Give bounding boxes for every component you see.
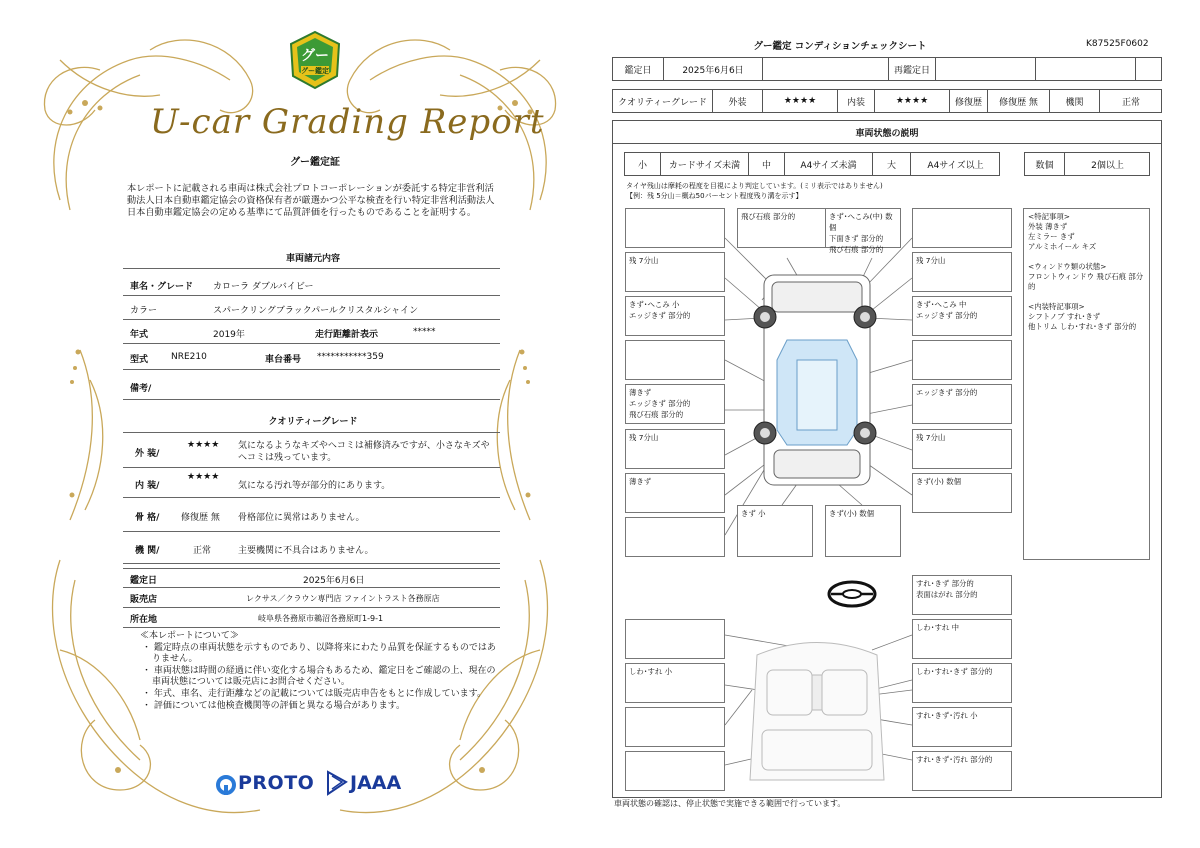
- ext-box-right-quarter: きず(小) 数個: [912, 473, 1012, 513]
- date-table: [612, 57, 1162, 81]
- remarks-label: 備考/: [130, 384, 152, 394]
- date-row: [123, 568, 500, 588]
- interior-notes-title: <内装特記事項>: [1028, 302, 1085, 311]
- dealer-value: レクサス／クラウン専門店 ファイントラスト各務原店: [246, 594, 440, 603]
- sheet-date-value: 2025年6月6日: [664, 58, 763, 80]
- q-engine-grade: 正常: [193, 546, 212, 556]
- section-title: 車両状態の説明: [855, 129, 919, 139]
- legend-large: 大: [873, 153, 911, 175]
- quality-top-rule: [123, 432, 500, 433]
- tire-note-1: タイヤ残山は摩耗の程度を目視により判定しています。(ミリ表示ではありません): [626, 182, 883, 190]
- spec-heading: 車両諸元内容: [285, 254, 340, 264]
- ext-box-right-door-rear: エッジきず 部分的: [912, 384, 1012, 424]
- chassis-value: ***********359: [317, 352, 384, 362]
- panel-title-rule: [612, 143, 1162, 144]
- ext-box-front-left: 飛び石痕 部分的: [737, 208, 837, 248]
- goo-kantei-badge: [287, 30, 343, 90]
- reinspect-value: [936, 58, 1036, 80]
- ext-box-left-door-front: [625, 340, 725, 380]
- special-notes-box: [1023, 208, 1150, 560]
- color-value: スパークリングブラックパールクリスタルシャイン: [213, 306, 419, 316]
- tire-note-2: 【例：残 5分山＝概ね50パーセント程度残り溝を示す】: [626, 192, 803, 200]
- jaaa-logo-icon: [326, 770, 348, 796]
- ext-box-left-door-rear: 薄きず エッジきず 部分的 飛び石痕 部分的: [625, 384, 725, 424]
- legend-small: 小: [625, 153, 661, 175]
- count-legend: [1024, 152, 1150, 176]
- year-value: 2019年: [213, 330, 245, 340]
- int-box-steering: すれ･きず 部分的 表面はがれ 部分的: [912, 575, 1012, 615]
- engine-value: 正常: [1121, 97, 1140, 108]
- ext-box-rear-left: きず 小: [737, 505, 813, 557]
- certificate-heading: グー鑑定証: [290, 157, 340, 168]
- quality-row-exterior: [123, 434, 500, 468]
- spec-top-rule: [123, 268, 500, 269]
- window-note: フロントウィンドウ 飛び石痕 部分的: [1028, 272, 1144, 291]
- ext-box-front-left-corner: [625, 208, 725, 248]
- sheet-footer: 車両状態の確認は、停止状態で実施できる範囲で行っています。: [614, 799, 846, 808]
- model-label: 型式: [130, 355, 149, 365]
- certificate-body: 本レポートに記載される車両は株式会社プロトコーポレーションが委託する特定非営利活動法人日本自動車鑑定協会の資格保有者が厳選かつ公平な検査を行い特定非営利活動法人日本自動車鑑定協会の定める基準にて品質評価を行ったものであることを証明する。: [127, 183, 495, 218]
- special-note: 外装 薄きず: [1028, 222, 1068, 231]
- ext-box-left-quarter: 薄きず: [625, 473, 725, 513]
- mileage-label: 走行距離計表示: [315, 330, 379, 340]
- address-row: [123, 608, 500, 628]
- spec-row-year: [123, 322, 500, 344]
- int-value: ★★★★: [875, 90, 950, 112]
- special-note: 左ミラー きず: [1028, 232, 1075, 241]
- sheet-date-label: 鑑定日: [613, 58, 664, 80]
- spec-row-model: [123, 346, 500, 370]
- sheet-code: K87525F0602: [1086, 39, 1149, 49]
- quality-heading: クオリティーグレード: [268, 417, 358, 427]
- q-engine-text: 主要機関に不具合はありません。: [238, 546, 374, 556]
- report-script-title: U-car Grading Report: [150, 102, 545, 142]
- q-frame-grade: 修復歴 無: [181, 513, 220, 523]
- q-int-grade: ★★★★: [187, 472, 220, 482]
- special-note: アルミホイール キズ: [1028, 242, 1097, 251]
- report-notes: [140, 631, 500, 712]
- legend-medium-desc: A4サイズ未満: [785, 153, 873, 175]
- q-engine-label: 機 関/: [135, 546, 160, 556]
- legend-count-desc: 2個以上: [1091, 160, 1124, 171]
- mileage-value: *****: [413, 327, 436, 337]
- ext-box-rear-right: きず(小) 数個: [825, 505, 901, 557]
- date-label: 鑑定日: [130, 576, 158, 586]
- legend-count: 数個: [1025, 153, 1065, 175]
- date-value: 2025年6月6日: [303, 576, 365, 586]
- int-box-center-left: [625, 707, 725, 747]
- int-box-rear-right: すれ･きず･汚れ 部分的: [912, 751, 1012, 791]
- q-int-label: 内 装/: [135, 481, 160, 491]
- note-item: ・ 年式、車名、走行距離などの記載については販売店申告をもとに作成しています。: [142, 688, 486, 699]
- interior-note: シフトノブ すれ･きず: [1028, 312, 1101, 321]
- legend-large-desc: A4サイズ以上: [927, 160, 984, 171]
- note-item: ・ 評価については他検査機関等の評価と異なる場合があります。: [142, 700, 405, 711]
- ext-box-tire-rear-left: 残 7分山: [625, 429, 725, 469]
- sheet-date-blank: [763, 58, 889, 80]
- jaaa-logo-text: JAAA: [350, 772, 402, 794]
- proto-logo-icon: [216, 774, 236, 796]
- window-notes-title: <ウィンドウ類の状態>: [1028, 262, 1107, 271]
- ext-box-rear-left-corner: [625, 517, 725, 557]
- int-box-dash-left: [625, 619, 725, 659]
- int-box-front-seat-right: しわ･すれ･きず 部分的: [912, 663, 1012, 703]
- reinspect-label: 再鑑定日: [889, 58, 936, 80]
- ext-box-tire-rear-right: 残 7分山: [912, 429, 1012, 469]
- repair-value: 修復歴 無: [988, 90, 1050, 112]
- ext-box-tire-front-right: 残 7分山: [912, 252, 1012, 292]
- address-value: 岐阜県各務原市鵜沼各務原町1-9-1: [258, 614, 384, 623]
- int-box-center-right: すれ･きず･汚れ 小: [912, 707, 1012, 747]
- q-int-text: 気になる汚れ等が部分的にあります。: [238, 481, 391, 491]
- q-ext-label: 外 装/: [135, 449, 160, 459]
- int-label: 内装: [838, 90, 875, 112]
- dealer-label: 販売店: [130, 595, 158, 605]
- ext-box-front-center: きず･へこみ(中) 数個 下面きず 部分的 飛び石痕 部分的: [825, 208, 901, 248]
- grade-table: [612, 89, 1162, 113]
- quality-row-interior: [123, 470, 500, 498]
- badge-text: グー鑑定: [301, 67, 329, 75]
- name-value: カローラ ダブルバイビー: [213, 282, 314, 292]
- int-box-dash-right: しわ･すれ 中: [912, 619, 1012, 659]
- ext-box-left-fender: きず･へこみ 小 エッジきず 部分的: [625, 296, 725, 336]
- note-item: ・ 鑑定時点の車両状態を示すものであり、以降将来にわたり品質を保証するものではありません。: [142, 642, 496, 665]
- address-label: 所在地: [130, 615, 158, 625]
- sheet-title: グー鑑定 コンディションチェックシート: [753, 41, 927, 52]
- special-notes-title: <特記事項>: [1028, 212, 1070, 221]
- note-item: ・ 車両状態は時間の経過に伴い変化する場合もあるため、鑑定日をご確認の上、現在の車両状態については販売店にお問合せください。: [142, 665, 496, 688]
- spec-row-name: [123, 274, 500, 296]
- quality-row-frame: [123, 500, 500, 532]
- year-label: 年式: [130, 330, 149, 340]
- size-legend: [624, 152, 1000, 176]
- reinspect-blank: [1036, 58, 1136, 80]
- model-value: NRE210: [171, 352, 207, 362]
- svg-text:グー: グー: [301, 48, 329, 64]
- q-ext-grade: ★★★★: [187, 440, 220, 450]
- ext-box-tire-front-left: 残 7分山: [625, 252, 725, 292]
- ext-value: ★★★★: [763, 90, 838, 112]
- int-box-front-seat-left: しわ･すれ 小: [625, 663, 725, 703]
- engine-label: 機関: [1050, 90, 1100, 112]
- ext-box-right-fender: きず･へこみ 中 エッジきず 部分的: [912, 296, 1012, 336]
- q-frame-label: 骨 格/: [135, 513, 160, 523]
- legend-medium: 中: [749, 153, 785, 175]
- legend-small-desc: カードサイズ未満: [661, 153, 749, 175]
- interior-note: 他トリム しわ･すれ･きず 部分的: [1028, 322, 1137, 331]
- name-label: 車名・グレード: [130, 282, 194, 292]
- q-frame-text: 骨格部位に異常はありません。: [238, 513, 365, 523]
- proto-logo-text: PROTO: [238, 772, 315, 794]
- spec-row-color: [123, 298, 500, 320]
- spec-row-remarks: [123, 372, 500, 400]
- repair-label: 修復歴: [950, 90, 988, 112]
- quality-row-engine: [123, 534, 500, 564]
- int-box-rear-left: [625, 751, 725, 791]
- ext-label: 外装: [713, 90, 763, 112]
- notes-title: ≪本レポートについて≫: [140, 631, 239, 641]
- ext-box-right-door-front: [912, 340, 1012, 380]
- q-ext-text: 気になるようなキズやヘコミは補修済みですが、小さなキズやヘコミは残っています。: [238, 441, 490, 463]
- ext-box-front-right-corner: [912, 208, 1012, 248]
- chassis-label: 車台番号: [265, 355, 302, 365]
- dealer-row: [123, 588, 500, 608]
- grade-label: クオリティーグレード: [613, 90, 713, 112]
- color-label: カラー: [130, 306, 158, 316]
